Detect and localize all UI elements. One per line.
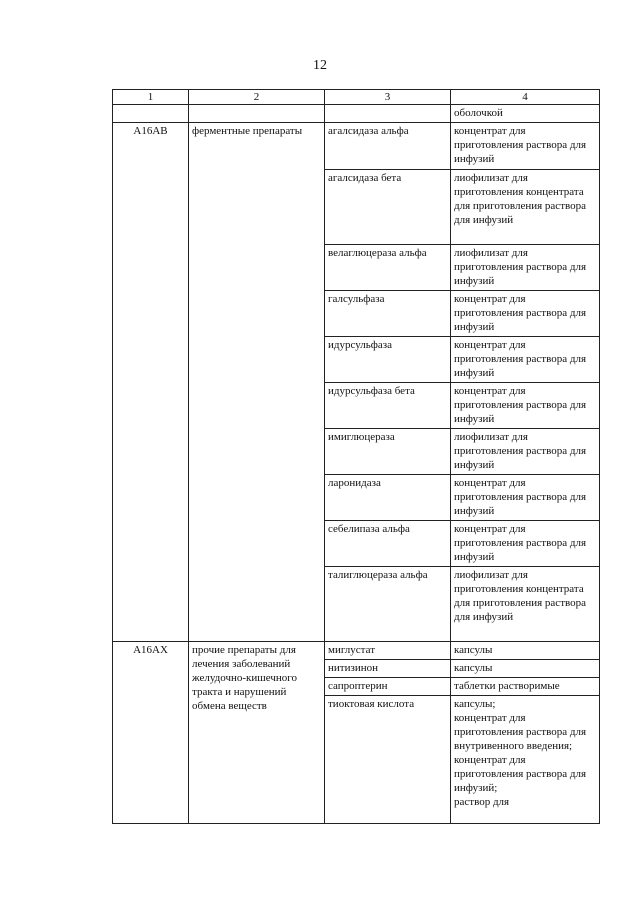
group-name-cell: прочие препараты для лечения заболеваний желудочно-кишечного тракта и нарушений обмена веществ [189,642,325,824]
column-number-row [113,90,600,105]
form-cell: лиофилизат для приготовления раствора для инфузий [451,429,600,475]
continuation-code-cell [113,105,189,123]
continuation-substance-cell [325,105,451,123]
page-number: 12 [313,58,327,73]
substance-cell: идурсульфаза бета [325,383,451,429]
form-cell: капсулы [451,660,600,678]
substance-cell: имиглюцераза [325,429,451,475]
form-cell: лиофилизат для приготовления концентрата для приготовления раствора для инфузий [451,170,600,245]
substance-cell: себелипаза альфа [325,521,451,567]
substance-cell: велаглюцераза альфа [325,245,451,291]
table-row [113,123,600,170]
substance-cell: галсульфаза [325,291,451,337]
form-cell: капсулы [451,642,600,660]
substance-cell: идурсульфаза [325,337,451,383]
form-cell: лиофилизат для приготовления раствора для инфузий [451,245,600,291]
atc-code-cell: A16AX [113,642,189,824]
form-cell: концентрат для приготовления раствора для инфузий [451,383,600,429]
atc-code-cell: A16AB [113,123,189,642]
substance-cell: ларонидаза [325,475,451,521]
substance-cell: миглустат [325,642,451,660]
form-cell: концентрат для приготовления раствора для инфузий [451,475,600,521]
form-cell: лиофилизат для приготовления концентрата для приготовления раствора для инфузий [451,567,600,642]
form-cell: таблетки растворимые [451,678,600,696]
continuation-form-cell: оболочкой [451,105,600,123]
substance-cell: агалсидаза бета [325,170,451,245]
continuation-row [113,105,600,123]
substance-cell: нитизинон [325,660,451,678]
table-row [113,642,600,660]
form-cell: концентрат для приготовления раствора для инфузий [451,521,600,567]
column-header-2: 2 [189,90,325,105]
group-name-cell: ферментные препараты [189,123,325,642]
substance-cell: талиглюцераза альфа [325,567,451,642]
column-header-3: 3 [325,90,451,105]
form-cell: концентрат для приготовления раствора для инфузий [451,337,600,383]
continuation-name-cell [189,105,325,123]
form-cell: концентрат для приготовления раствора для инфузий [451,291,600,337]
substance-cell: тиоктовая кислота [325,696,451,824]
substance-cell: сапроптерин [325,678,451,696]
form-cell: капсулы; концентрат для приготовления раствора для внутривенного введения; концентрат для приготовления раствора для инфузий; раствор для [451,696,600,824]
form-cell: концентрат для приготовления раствора для инфузий [451,123,600,170]
substance-cell: агалсидаза альфа [325,123,451,170]
drug-table [112,89,600,824]
column-header-4: 4 [451,90,600,105]
column-header-1: 1 [113,90,189,105]
